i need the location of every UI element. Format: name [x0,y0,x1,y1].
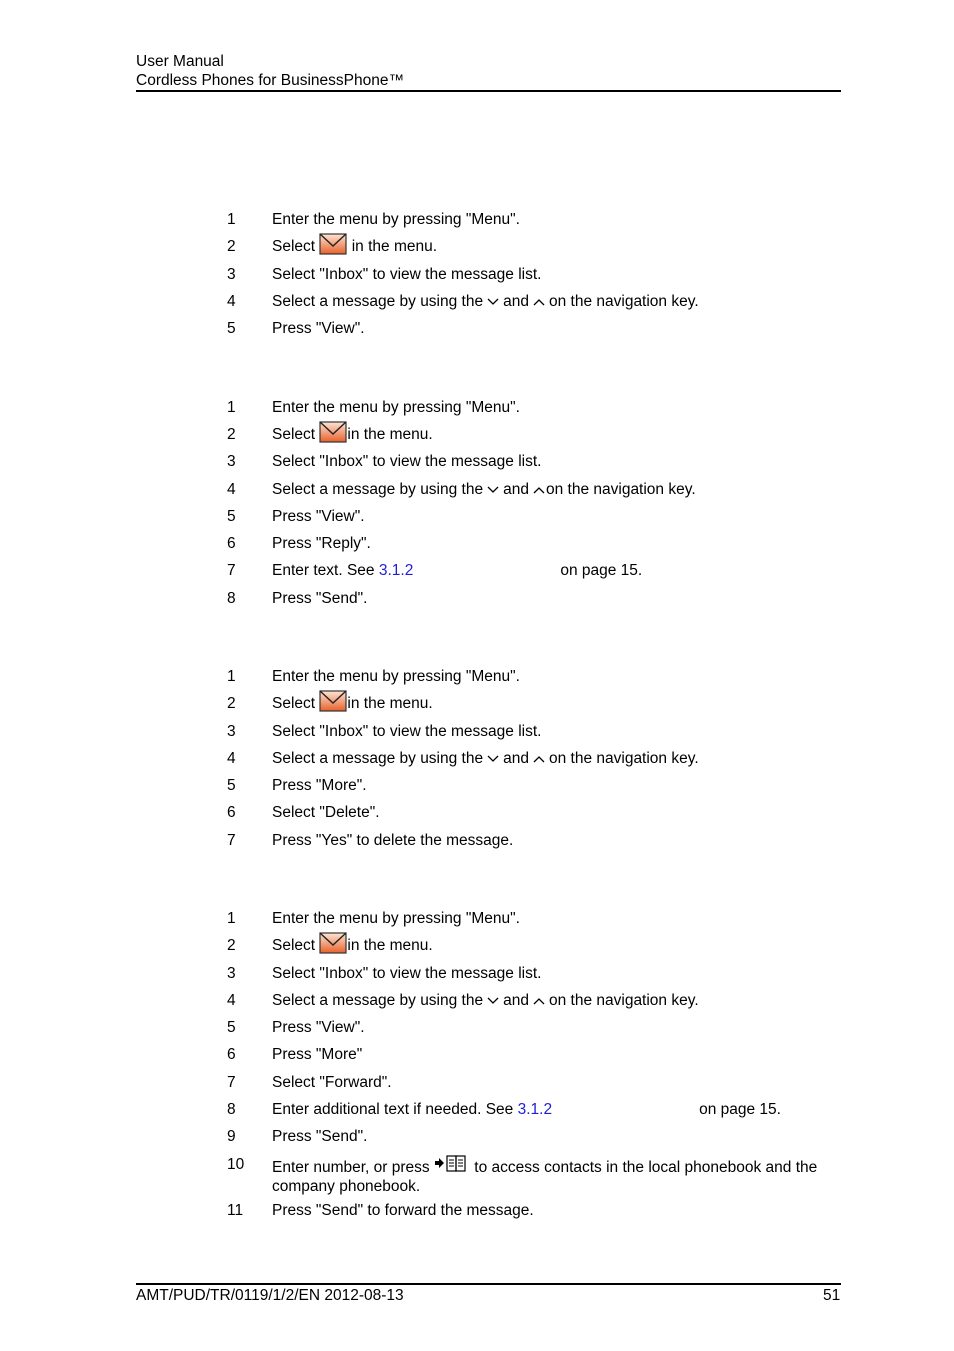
step-text-suffix: on the navigation key. [548,293,699,310]
envelope-icon [319,932,347,954]
step-number: 3 [227,965,236,982]
step-number: 6 [227,804,236,821]
step-number: 1 [227,211,236,228]
step-number: 4 [227,481,236,498]
page-reference: on page 15. [699,1101,781,1118]
envelope-icon [319,233,347,255]
step-text: Enter the menu by pressing "Menu". [272,910,520,927]
step-number: 3 [227,266,236,283]
step-text: Select a message by using the [272,293,484,310]
header-subtitle: Cordless Phones for BusinessPhone™ [136,72,404,89]
chevron-down-icon [487,486,499,494]
step-number: 6 [227,1046,236,1063]
phonebook-icon [434,1155,470,1173]
step-text: Select "Inbox" to view the message list. [272,266,542,283]
step-number: 2 [227,238,236,255]
step-number: 3 [227,453,236,470]
step-text: Press "More". [272,777,367,794]
step-text: Press "Send". [272,590,368,607]
cross-reference-link[interactable]: 3.1.2 [517,1101,553,1118]
page-number: 51 [823,1287,841,1304]
step-number: 3 [227,723,236,740]
header-rule [136,90,841,92]
step-number: 11 [227,1202,244,1219]
step-text: Select a message by using the [272,750,484,767]
chevron-down-icon [487,755,499,763]
step-text-and: and [503,992,529,1009]
step-number: 2 [227,695,236,712]
step-number: 7 [227,832,236,849]
step-text-and: and [503,750,529,767]
page-reference: on page 15. [560,562,643,579]
cross-reference-link[interactable]: 3.1.2 [378,562,414,579]
step-number: 5 [227,1019,236,1036]
step-text: Select a message by using the [272,992,484,1009]
step-text: Select "Inbox" to view the message list. [272,965,542,982]
step-text: Press "View". [272,508,365,525]
step-number: 7 [227,562,236,579]
step-text: Press "Reply". [272,535,371,552]
step-text: Select [272,695,316,712]
chevron-up-icon [533,755,545,763]
step-number: 2 [227,937,236,954]
step-text-suffix: in the menu. [347,426,433,443]
envelope-icon [319,421,347,443]
step-text-and: and [503,481,529,498]
chevron-up-icon [533,997,545,1005]
step-text: Press "Send". [272,1128,368,1145]
step-number: 8 [227,590,236,607]
step-text-suffix: in the menu. [347,695,433,712]
step-text-suffix: in the menu. [347,937,433,954]
step-text: Select "Forward". [272,1074,392,1091]
step-number: 4 [227,992,236,1009]
footer-doc-ref: AMT/PUD/TR/0119/1/2/EN 2012-08-13 [136,1287,404,1304]
chevron-up-icon [533,298,545,306]
step-text-suffix: on the navigation key. [548,750,699,767]
step-number: 5 [227,320,236,337]
chevron-down-icon [487,298,499,306]
step-number: 1 [227,668,236,685]
step-text: Enter number, or press [272,1159,430,1176]
step-text: Select [272,937,316,954]
step-number: 1 [227,910,236,927]
step-text: Enter the menu by pressing "Menu". [272,399,520,416]
step-text: Enter additional text if needed. See [272,1101,514,1118]
chevron-down-icon [487,997,499,1005]
step-number: 6 [227,535,236,552]
step-text-and: and [503,293,529,310]
step-text-suffix: in the menu. [351,238,438,255]
step-number: 5 [227,508,236,525]
step-text: Select "Inbox" to view the message list. [272,453,542,470]
step-text-suffix: on the navigation key. [548,992,699,1009]
step-text-suffix: to access contacts in the local phonebook and the company phonebook. [272,1159,818,1195]
step-number: 8 [227,1101,236,1118]
chevron-up-icon [533,486,545,494]
step-text: Select [272,426,316,443]
step-text: Select a message by using the [272,481,484,498]
step-text: Enter the menu by pressing "Menu". [272,211,520,228]
step-text: Press "Send" to forward the message. [272,1202,534,1219]
footer-rule [136,1283,841,1285]
step-text: Enter text. See [272,562,375,579]
header-title: User Manual [136,53,224,70]
step-text: Press "More" [272,1046,363,1063]
step-text: Press "View". [272,320,365,337]
step-text: Enter the menu by pressing "Menu". [272,668,520,685]
step-text: Select "Inbox" to view the message list. [272,723,542,740]
step-number: 9 [227,1128,236,1145]
step-number: 4 [227,293,236,310]
step-number: 2 [227,426,236,443]
step-text: Press "Yes" to delete the message. [272,832,514,849]
step-number: 10 [227,1156,245,1173]
step-number: 5 [227,777,236,794]
step-text: Press "View". [272,1019,365,1036]
step-number: 7 [227,1074,236,1091]
step-text: Select "Delete". [272,804,380,821]
step-text-suffix: on the navigation key. [545,481,696,498]
step-number: 4 [227,750,236,767]
envelope-icon [319,690,347,712]
step-text: Select [272,238,316,255]
step-number: 1 [227,399,236,416]
